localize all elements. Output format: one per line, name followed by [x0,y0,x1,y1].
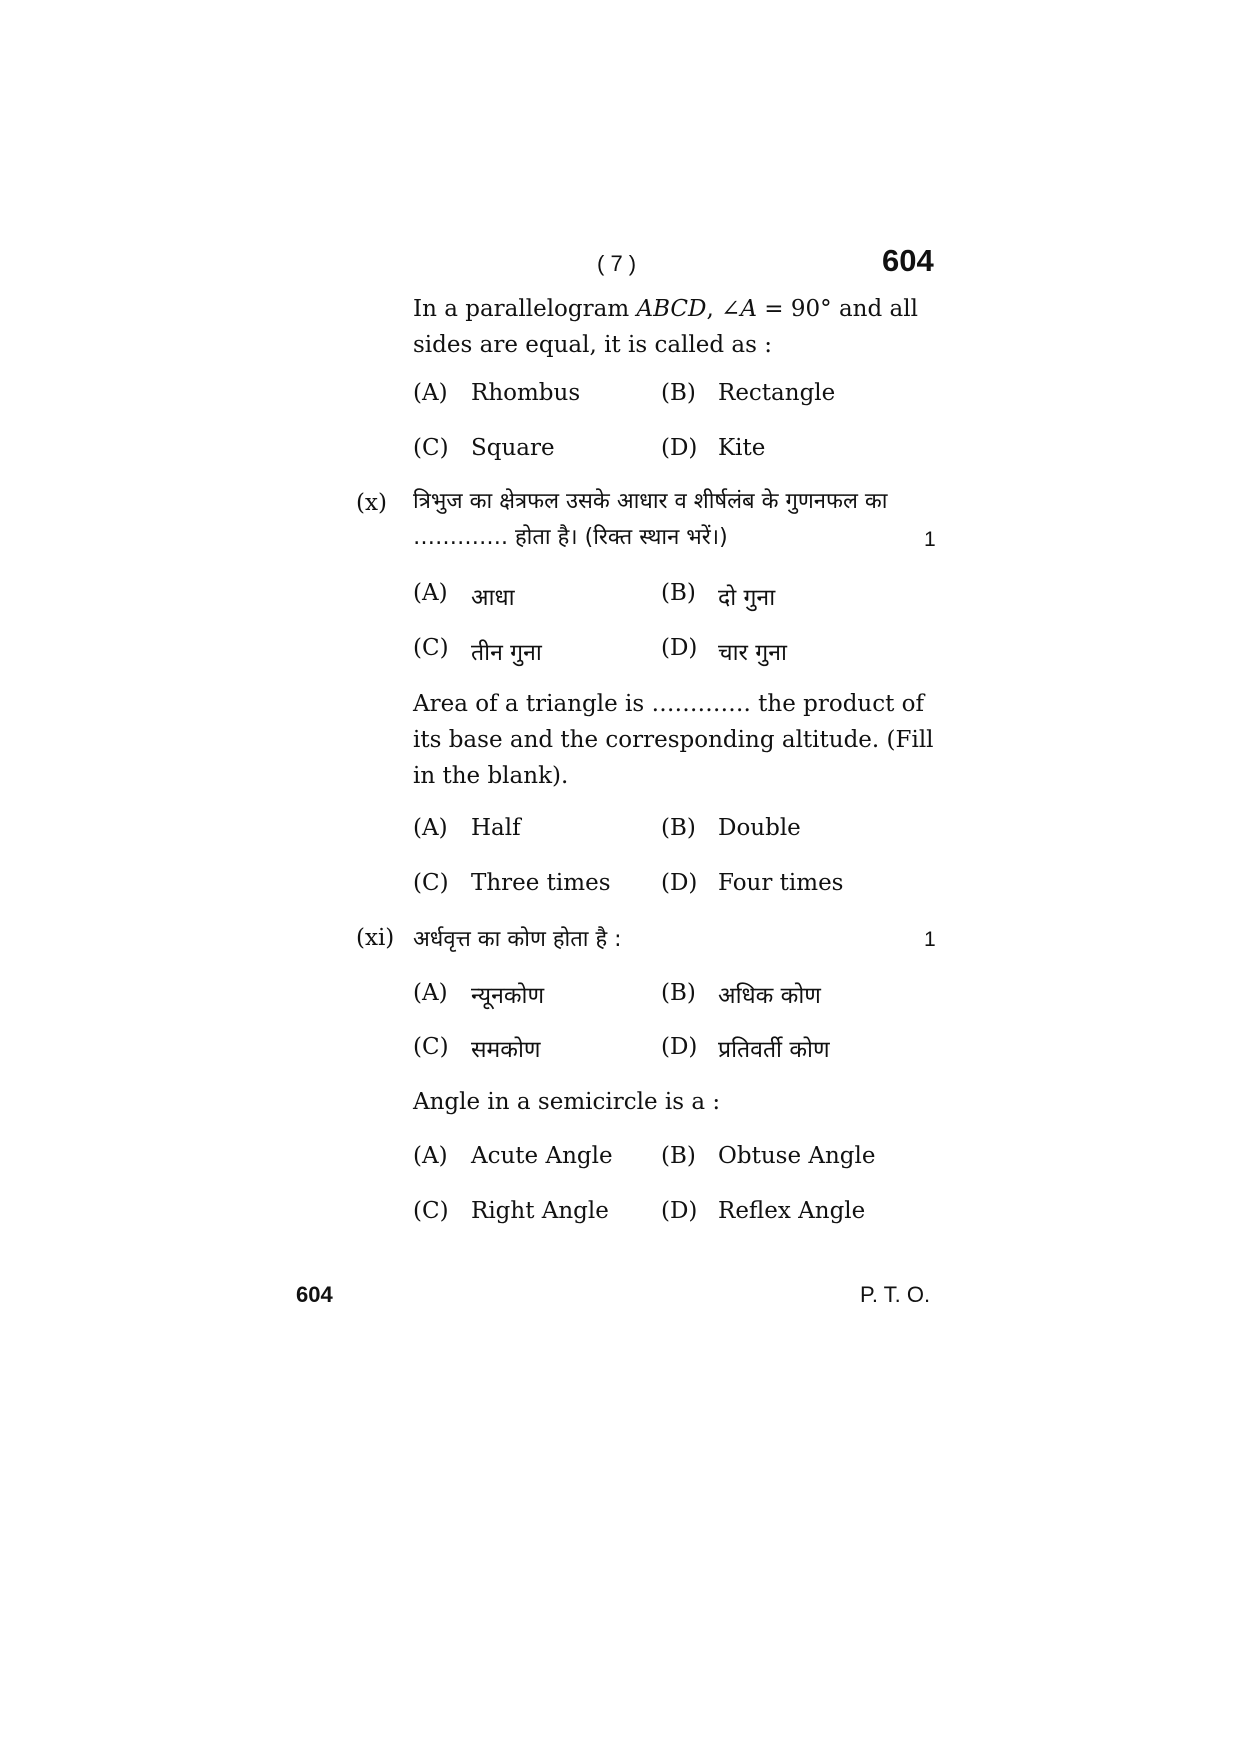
marks: 1 [924,928,936,951]
marks: 1 [924,528,936,551]
option-letter: (D) [661,635,698,661]
option-text: Kite [718,435,766,461]
option-text: दो गुना [718,585,776,611]
option-text: प्रतिवर्ती कोण [718,1037,830,1063]
option-letter: (C) [413,435,449,461]
option-letter: (B) [661,980,696,1006]
paper-code-footer: 604 [296,1282,333,1307]
option-text: न्यूनकोण [471,983,545,1009]
q11-hindi-question: अर्धवृत्त का कोण होता है : [413,927,622,952]
option-letter: (A) [413,580,448,606]
option-text: Three times [471,870,611,896]
option-letter: (C) [413,1034,449,1060]
option-text: Right Angle [471,1198,609,1224]
option-letter: (A) [413,815,448,841]
option-text: Reflex Angle [718,1198,866,1224]
option-letter: (B) [661,380,696,406]
option-letter: (D) [661,1034,698,1060]
option-letter: (A) [413,380,448,406]
paper-code-header: 604 [882,243,934,278]
option-letter: (C) [413,870,449,896]
option-text: तीन गुना [471,640,542,666]
option-letter: (D) [661,870,698,896]
option-text: आधा [471,585,515,611]
option-letter: (A) [413,1143,448,1169]
option-letter: (B) [661,580,696,606]
q10-english-question: Area of a triangle is …………. the product of its base and the corresponding altitude. (Fill in the blank). [413,691,934,789]
option-text: Obtuse Angle [718,1143,876,1169]
option-letter: (D) [661,1198,698,1224]
option-letter: (B) [661,815,696,841]
option-letter: (B) [661,1143,696,1169]
option-text: समकोण [471,1037,541,1063]
option-letter: (D) [661,435,698,461]
option-text: Rhombus [471,380,581,406]
question-number: (x) [356,490,387,516]
q9-english-question: In a parallelogram ABCD, ∠A = 90° and all sides are equal, it is called as : [413,296,918,358]
option-text: Half [471,815,521,841]
q10-hindi-question: त्रिभुज का क्षेत्रफल उसके आधार व शीर्षलंब के गुणनफल का …………. होता है। (रिक्त स्थान भरें।) [413,489,888,550]
page-number: ( 7 ) [597,251,637,276]
option-text: Four times [718,870,844,896]
question-number: (xi) [356,925,395,951]
option-text: Square [471,435,555,461]
option-text: Rectangle [718,380,836,406]
q11-english-question: Angle in a semicircle is a : [413,1089,721,1115]
option-text: अधिक कोण [718,983,821,1009]
option-letter: (C) [413,1198,449,1224]
pto-label: P. T. O. [860,1282,931,1307]
option-text: चार गुना [718,640,787,666]
option-letter: (A) [413,980,448,1006]
option-letter: (C) [413,635,449,661]
option-text: Acute Angle [471,1143,613,1169]
option-text: Double [718,815,801,841]
